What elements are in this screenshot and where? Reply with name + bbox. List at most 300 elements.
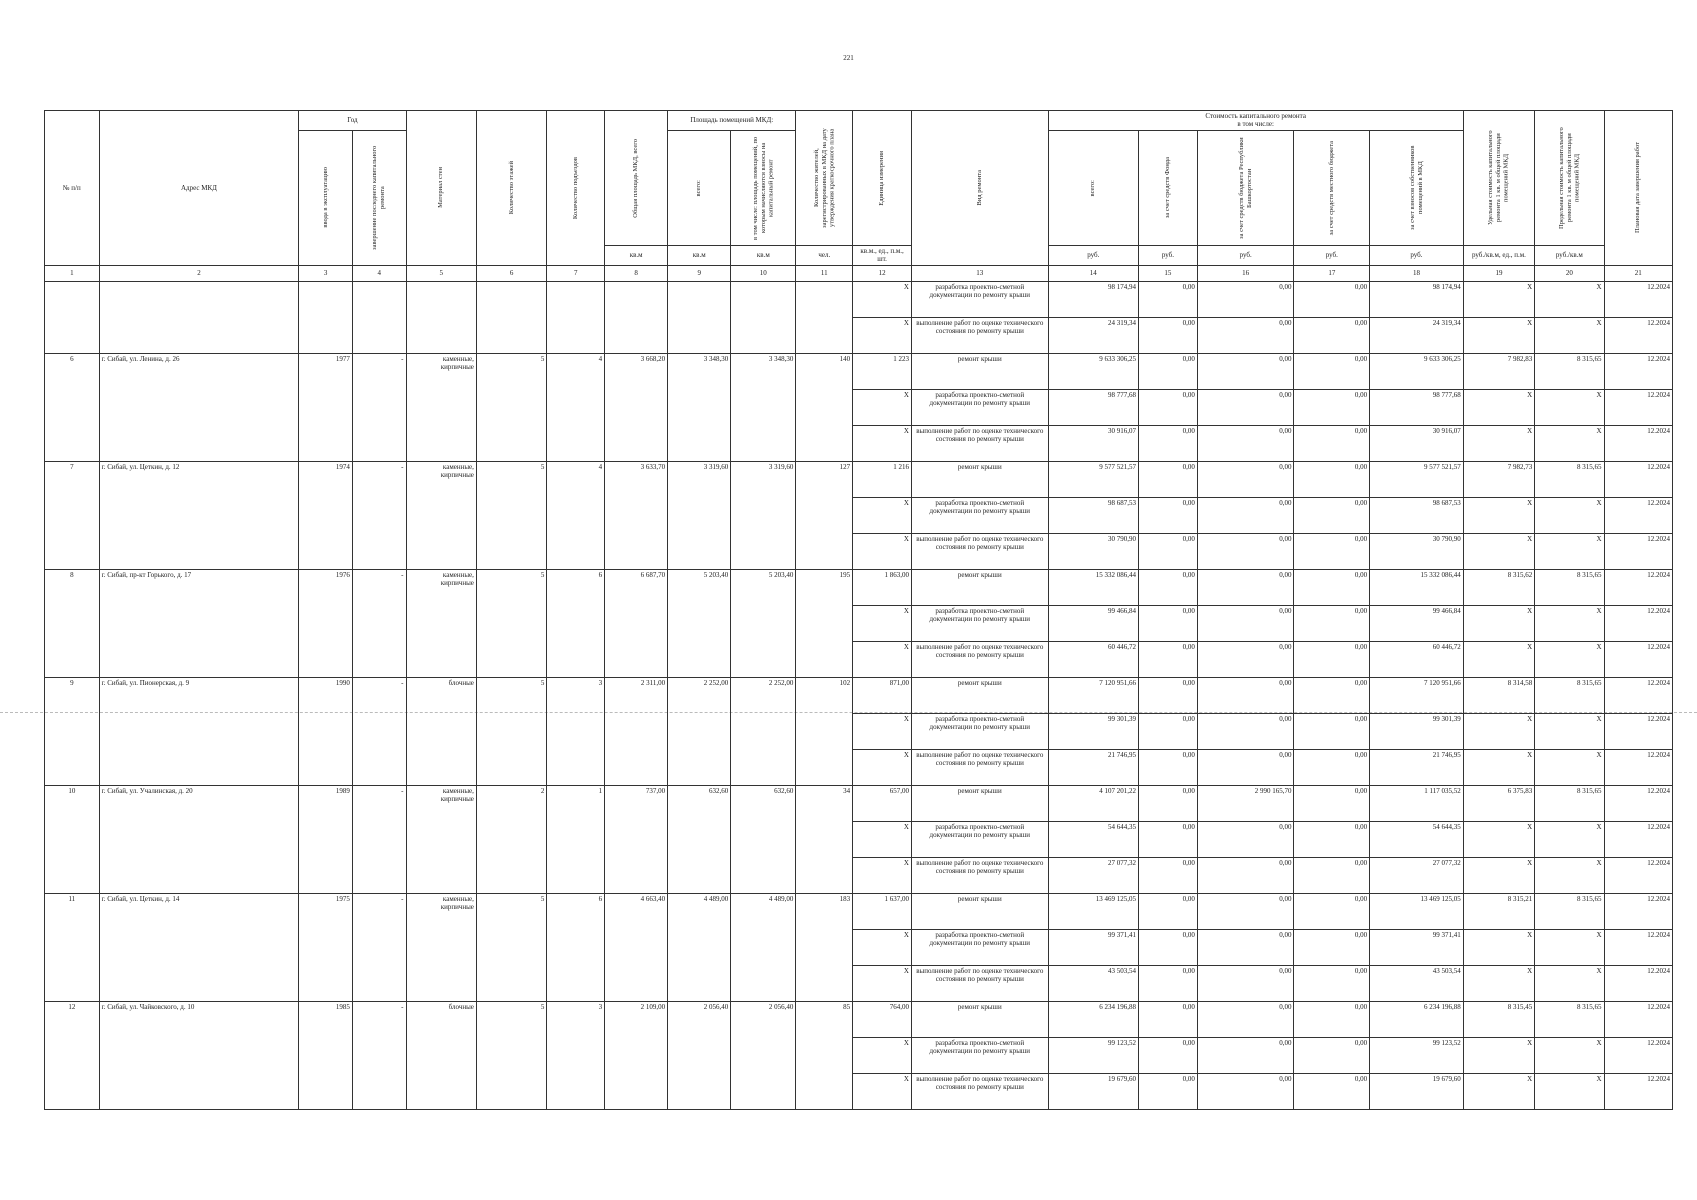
column-number: 11 — [796, 265, 853, 281]
cost-republic: 0,00 — [1197, 641, 1294, 677]
wall-material: каменные, кирпичные — [406, 785, 476, 893]
entrances: 4 — [547, 461, 605, 569]
cost-fund: 0,00 — [1138, 569, 1197, 605]
entrances: 4 — [547, 353, 605, 461]
plan-date: 12.2024 — [1604, 1001, 1672, 1037]
header-material: Материал стен — [406, 111, 476, 266]
premises-incl: 3 348,30 — [731, 353, 796, 461]
max-cost: X — [1535, 605, 1604, 641]
cost-fund: 0,00 — [1138, 1001, 1197, 1037]
max-cost: X — [1535, 281, 1604, 317]
premises-incl: 4 489,00 — [731, 893, 796, 1001]
repair-plan-table — [44, 110, 1673, 1110]
column-number: 17 — [1294, 265, 1370, 281]
cost-fund: 0,00 — [1138, 533, 1197, 569]
year-commission: 1974 — [299, 461, 353, 569]
cost-fund: 0,00 — [1138, 389, 1197, 425]
cost-owners: 30 790,90 — [1370, 533, 1464, 569]
column-number: 1 — [45, 265, 100, 281]
empty-cell — [352, 281, 406, 353]
unit-cost: 8 315,21 — [1463, 893, 1534, 929]
repair-type: ремонт крыши — [911, 353, 1048, 389]
year-commission: 1976 — [299, 569, 353, 677]
column-number: 15 — [1138, 265, 1197, 281]
header-cost-fund: за счет средств Фонда — [1138, 130, 1197, 245]
repair-type: выполнение работ по оценке технического состояния по ремонту крыши — [911, 317, 1048, 353]
cost-local: 0,00 — [1294, 461, 1370, 497]
unit-value: X — [853, 497, 912, 533]
year-commission: 1975 — [299, 893, 353, 1001]
cost-owners: 99 466,84 — [1370, 605, 1464, 641]
unit-sqm: кв.м — [605, 245, 668, 265]
address: г. Сибай, ул. Чайковского, д. 10 — [99, 1001, 299, 1109]
unit-people: чел. — [796, 245, 853, 265]
premises-total: 3 319,60 — [668, 461, 731, 569]
year-last-repair: - — [352, 353, 406, 461]
cost-total: 9 633 306,25 — [1048, 353, 1138, 389]
table-row — [45, 785, 1673, 821]
unit-value: 1 223 — [853, 353, 912, 389]
cost-local: 0,00 — [1294, 677, 1370, 713]
column-number: 16 — [1197, 265, 1294, 281]
plan-date: 12.2024 — [1604, 353, 1672, 389]
cost-fund: 0,00 — [1138, 893, 1197, 929]
total-area: 6 687,70 — [605, 569, 668, 677]
repair-type: выполнение работ по оценке технического состояния по ремонту крыши — [911, 1073, 1048, 1109]
cost-republic: 0,00 — [1197, 857, 1294, 893]
total-area: 3 633,70 — [605, 461, 668, 569]
max-cost: X — [1535, 317, 1604, 353]
header-including: в том числе: — [1237, 120, 1274, 129]
max-cost: X — [1535, 425, 1604, 461]
plan-date: 12.2024 — [1604, 749, 1672, 785]
cost-total: 99 371,41 — [1048, 929, 1138, 965]
cost-total: 9 577 521,57 — [1048, 461, 1138, 497]
column-number: 9 — [668, 265, 731, 281]
empty-cell — [45, 281, 100, 353]
year-commission: 1985 — [299, 1001, 353, 1109]
unit-sqm: кв.м — [731, 245, 796, 265]
unit-value: X — [853, 929, 912, 965]
table-row — [45, 569, 1673, 605]
cost-republic: 0,00 — [1197, 713, 1294, 749]
max-cost: 8 315,65 — [1535, 569, 1604, 605]
premises-total: 5 203,40 — [668, 569, 731, 677]
empty-cell — [731, 281, 796, 353]
unit-value: X — [853, 713, 912, 749]
total-area: 3 668,20 — [605, 353, 668, 461]
max-cost: X — [1535, 641, 1604, 677]
cost-total: 98 777,68 — [1048, 389, 1138, 425]
header-residents: Количество жителей, зарегистрированных в МКД на дату утверждения краткосрочного плана — [796, 111, 853, 246]
column-number: 19 — [1463, 265, 1534, 281]
unit-value: X — [853, 605, 912, 641]
unit-cost: 6 375,83 — [1463, 785, 1534, 821]
cost-total: 98 174,94 — [1048, 281, 1138, 317]
cost-fund: 0,00 — [1138, 641, 1197, 677]
cost-total: 7 120 951,66 — [1048, 677, 1138, 713]
plan-date: 12.2024 — [1604, 677, 1672, 713]
year-last-repair: - — [352, 1001, 406, 1109]
plan-date: 12.2024 — [1604, 713, 1672, 749]
cost-republic: 0,00 — [1197, 605, 1294, 641]
cost-total: 54 644,35 — [1048, 821, 1138, 857]
cost-owners: 43 503,54 — [1370, 965, 1464, 1001]
unit-cost: 8 314,58 — [1463, 677, 1534, 713]
unit-cost: X — [1463, 713, 1534, 749]
cost-total: 99 301,39 — [1048, 713, 1138, 749]
cost-republic: 0,00 — [1197, 893, 1294, 929]
cost-republic: 0,00 — [1197, 497, 1294, 533]
header-entrances: Количество подъездов — [547, 111, 605, 266]
plan-date: 12.2024 — [1604, 461, 1672, 497]
max-cost: 8 315,65 — [1535, 677, 1604, 713]
unit-value: 1 637,00 — [853, 893, 912, 929]
max-cost: X — [1535, 497, 1604, 533]
unit-cost: X — [1463, 533, 1534, 569]
unit-cost: X — [1463, 929, 1534, 965]
plan-date: 12.2024 — [1604, 1037, 1672, 1073]
cost-owners: 24 319,34 — [1370, 317, 1464, 353]
repair-type: ремонт крыши — [911, 677, 1048, 713]
cost-owners: 1 117 035,52 — [1370, 785, 1464, 821]
header-cost: Стоимость капитального ремонта в том числе: — [1048, 111, 1463, 131]
empty-cell — [476, 281, 546, 353]
repair-type: выполнение работ по оценке технического состояния по ремонту крыши — [911, 857, 1048, 893]
address: г. Сибай, пр-кт Горького, д. 17 — [99, 569, 299, 677]
cost-fund: 0,00 — [1138, 497, 1197, 533]
max-cost: X — [1535, 929, 1604, 965]
premises-incl: 5 203,40 — [731, 569, 796, 677]
premises-incl: 2 056,40 — [731, 1001, 796, 1109]
cost-total: 21 746,95 — [1048, 749, 1138, 785]
cost-owners: 9 577 521,57 — [1370, 461, 1464, 497]
cost-republic: 0,00 — [1197, 533, 1294, 569]
cost-owners: 6 234 196,88 — [1370, 1001, 1464, 1037]
cost-republic: 0,00 — [1197, 317, 1294, 353]
column-number: 10 — [731, 265, 796, 281]
plan-date: 12.2024 — [1604, 281, 1672, 317]
cost-total: 43 503,54 — [1048, 965, 1138, 1001]
premises-total: 2 252,00 — [668, 677, 731, 785]
cost-fund: 0,00 — [1138, 281, 1197, 317]
entrances: 1 — [547, 785, 605, 893]
cost-owners: 15 332 086,44 — [1370, 569, 1464, 605]
max-cost: X — [1535, 533, 1604, 569]
cost-republic: 0,00 — [1197, 677, 1294, 713]
plan-date: 12.2024 — [1604, 929, 1672, 965]
cost-local: 0,00 — [1294, 497, 1370, 533]
premises-incl: 3 319,60 — [731, 461, 796, 569]
cost-local: 0,00 — [1294, 1073, 1370, 1109]
repair-type: выполнение работ по оценке технического состояния по ремонту крыши — [911, 425, 1048, 461]
cost-fund: 0,00 — [1138, 857, 1197, 893]
header-num: № п/п — [45, 111, 100, 266]
unit-value: X — [853, 1037, 912, 1073]
cost-total: 99 123,52 — [1048, 1037, 1138, 1073]
cost-owners: 7 120 951,66 — [1370, 677, 1464, 713]
repair-type: разработка проектно-сметной документации по ремонту крыши — [911, 281, 1048, 317]
premises-total: 2 056,40 — [668, 1001, 731, 1109]
header-unit: Единица измерения — [853, 111, 912, 246]
cost-total: 19 679,60 — [1048, 1073, 1138, 1109]
empty-cell — [668, 281, 731, 353]
plan-date: 12.2024 — [1604, 497, 1672, 533]
residents: 127 — [796, 461, 853, 569]
wall-material: каменные, кирпичные — [406, 569, 476, 677]
header-cost-local: за счет средств местного бюджета — [1294, 130, 1370, 245]
cost-fund: 0,00 — [1138, 461, 1197, 497]
cost-total: 60 446,72 — [1048, 641, 1138, 677]
floors: 5 — [476, 461, 546, 569]
cost-local: 0,00 — [1294, 965, 1370, 1001]
cost-republic: 0,00 — [1197, 965, 1294, 1001]
cost-local: 0,00 — [1294, 893, 1370, 929]
empty-cell — [547, 281, 605, 353]
cost-local: 0,00 — [1294, 569, 1370, 605]
cost-republic: 0,00 — [1197, 461, 1294, 497]
plan-date: 12.2024 — [1604, 389, 1672, 425]
cost-owners: 27 077,32 — [1370, 857, 1464, 893]
unit-cost: X — [1463, 317, 1534, 353]
year-last-repair: - — [352, 461, 406, 569]
repair-type: ремонт крыши — [911, 893, 1048, 929]
year-commission: 1989 — [299, 785, 353, 893]
empty-cell — [99, 281, 299, 353]
premises-total: 3 348,30 — [668, 353, 731, 461]
row-number: 11 — [45, 893, 100, 1001]
cost-local: 0,00 — [1294, 533, 1370, 569]
cost-local: 0,00 — [1294, 281, 1370, 317]
repair-type: ремонт крыши — [911, 785, 1048, 821]
cost-republic: 0,00 — [1197, 425, 1294, 461]
premises-incl: 2 252,00 — [731, 677, 796, 785]
cost-fund: 0,00 — [1138, 1073, 1197, 1109]
unit-cost: X — [1463, 1037, 1534, 1073]
repair-type: разработка проектно-сметной документации по ремонту крыши — [911, 929, 1048, 965]
cost-total: 6 234 196,88 — [1048, 1001, 1138, 1037]
column-number: 18 — [1370, 265, 1464, 281]
cost-owners: 60 446,72 — [1370, 641, 1464, 677]
cost-republic: 0,00 — [1197, 929, 1294, 965]
floors: 5 — [476, 677, 546, 785]
unit-rub: руб. — [1048, 245, 1138, 265]
column-number: 12 — [853, 265, 912, 281]
unit-cost: X — [1463, 965, 1534, 1001]
unit-value: 764,00 — [853, 1001, 912, 1037]
repair-type: разработка проектно-сметной документации по ремонту крыши — [911, 1037, 1048, 1073]
empty-cell — [406, 281, 476, 353]
plan-date: 12.2024 — [1604, 1073, 1672, 1109]
cost-republic: 0,00 — [1197, 1037, 1294, 1073]
repair-type: ремонт крыши — [911, 1001, 1048, 1037]
address: г. Сибай, ул. Ленина, д. 26 — [99, 353, 299, 461]
plan-date: 12.2024 — [1604, 425, 1672, 461]
cost-owners: 99 301,39 — [1370, 713, 1464, 749]
header-cost-owners: за счет взносов собственников помещений в МКД — [1370, 130, 1464, 245]
unit-cost: 8 315,62 — [1463, 569, 1534, 605]
cost-fund: 0,00 — [1138, 317, 1197, 353]
cost-fund: 0,00 — [1138, 677, 1197, 713]
header-year-commission: ввода в эксплуатацию — [299, 130, 353, 265]
cost-local: 0,00 — [1294, 713, 1370, 749]
plan-date: 12.2024 — [1604, 893, 1672, 929]
plan-date: 12.2024 — [1604, 569, 1672, 605]
column-number: 20 — [1535, 265, 1604, 281]
unit-cost: 8 315,45 — [1463, 1001, 1534, 1037]
header-cost-total: всего: — [1048, 130, 1138, 245]
cost-fund: 0,00 — [1138, 749, 1197, 785]
total-area: 2 311,00 — [605, 677, 668, 785]
residents: 85 — [796, 1001, 853, 1109]
max-cost: 8 315,65 — [1535, 785, 1604, 821]
residents: 34 — [796, 785, 853, 893]
wall-material: блочные — [406, 677, 476, 785]
unit-value: X — [853, 641, 912, 677]
cost-fund: 0,00 — [1138, 929, 1197, 965]
header-year-last-repair: завершение последнего капитального ремонта — [352, 130, 406, 265]
total-area: 2 109,00 — [605, 1001, 668, 1109]
row-number: 12 — [45, 1001, 100, 1109]
header-total-area: Общая площадь МКД, всего — [605, 111, 668, 246]
unit-cost: X — [1463, 641, 1534, 677]
cost-local: 0,00 — [1294, 749, 1370, 785]
table-row — [45, 677, 1673, 713]
header-floors: Количество этажей — [476, 111, 546, 266]
header-plan-date: Плановая дата завершения работ — [1604, 111, 1672, 266]
unit-value: 1 863,00 — [853, 569, 912, 605]
cost-republic: 0,00 — [1197, 353, 1294, 389]
unit-value: 1 216 — [853, 461, 912, 497]
header-cost-republic: за счет средств бюджета Республики Башкортостан — [1197, 130, 1294, 245]
cost-local: 0,00 — [1294, 317, 1370, 353]
residents: 183 — [796, 893, 853, 1001]
address: г. Сибай, ул. Цеткин, д. 14 — [99, 893, 299, 1001]
cost-local: 0,00 — [1294, 353, 1370, 389]
floors: 5 — [476, 893, 546, 1001]
repair-type: ремонт крыши — [911, 569, 1048, 605]
cost-local: 0,00 — [1294, 425, 1370, 461]
unit-value: 871,00 — [853, 677, 912, 713]
cost-fund: 0,00 — [1138, 785, 1197, 821]
cost-local: 0,00 — [1294, 929, 1370, 965]
column-number: 3 — [299, 265, 353, 281]
cost-republic: 0,00 — [1197, 821, 1294, 857]
cost-local: 0,00 — [1294, 857, 1370, 893]
header-premises-incl: в том числе: площадь помещений, по которым начисляются взносы на капитальный ремонт — [731, 130, 796, 245]
cost-total: 30 916,07 — [1048, 425, 1138, 461]
table-row — [45, 461, 1673, 497]
wall-material: каменные, кирпичные — [406, 353, 476, 461]
unit-cost: X — [1463, 821, 1534, 857]
unit-mixed: кв.м., ед., п.м., шт. — [853, 245, 912, 265]
cost-owners: 98 777,68 — [1370, 389, 1464, 425]
floors: 2 — [476, 785, 546, 893]
cost-total: 99 466,84 — [1048, 605, 1138, 641]
wall-material: каменные, кирпичные — [406, 461, 476, 569]
wall-material: блочные — [406, 1001, 476, 1109]
premises-total: 632,60 — [668, 785, 731, 893]
cost-total: 24 319,34 — [1048, 317, 1138, 353]
cost-total: 15 332 086,44 — [1048, 569, 1138, 605]
column-number: 2 — [99, 265, 299, 281]
repair-type: разработка проектно-сметной документации по ремонту крыши — [911, 713, 1048, 749]
plan-date: 12.2024 — [1604, 965, 1672, 1001]
table-row — [45, 281, 1673, 317]
header-unit-cost: Удельная стоимость капитального ремонта 1 кв. м общей площади помещений МКД — [1463, 111, 1534, 246]
cost-fund: 0,00 — [1138, 965, 1197, 1001]
cost-republic: 0,00 — [1197, 281, 1294, 317]
cost-total: 98 687,53 — [1048, 497, 1138, 533]
header-repair-type: Вид ремонта — [911, 111, 1048, 266]
unit-value: X — [853, 425, 912, 461]
floors: 5 — [476, 353, 546, 461]
max-cost: X — [1535, 713, 1604, 749]
entrances: 3 — [547, 1001, 605, 1109]
max-cost: X — [1535, 1037, 1604, 1073]
unit-value: X — [853, 965, 912, 1001]
unit-cost: 7 982,83 — [1463, 353, 1534, 389]
cost-fund: 0,00 — [1138, 605, 1197, 641]
cost-local: 0,00 — [1294, 389, 1370, 425]
year-last-repair: - — [352, 677, 406, 785]
unit-rub-sqm: руб./кв.м — [1535, 245, 1604, 265]
max-cost: X — [1535, 965, 1604, 1001]
max-cost: X — [1535, 857, 1604, 893]
cost-owners: 9 633 306,25 — [1370, 353, 1464, 389]
cost-fund: 0,00 — [1138, 713, 1197, 749]
entrances: 6 — [547, 893, 605, 1001]
residents: 140 — [796, 353, 853, 461]
empty-cell — [796, 281, 853, 353]
unit-rub: руб. — [1294, 245, 1370, 265]
repair-type: разработка проектно-сметной документации по ремонту крыши — [911, 497, 1048, 533]
max-cost: 8 315,65 — [1535, 353, 1604, 389]
cost-fund: 0,00 — [1138, 353, 1197, 389]
address: г. Сибай, ул. Цеткин, д. 12 — [99, 461, 299, 569]
floors: 5 — [476, 569, 546, 677]
cost-local: 0,00 — [1294, 1037, 1370, 1073]
unit-value: X — [853, 857, 912, 893]
cost-republic: 2 990 165,70 — [1197, 785, 1294, 821]
cost-fund: 0,00 — [1138, 821, 1197, 857]
entrances: 3 — [547, 677, 605, 785]
column-number: 6 — [476, 265, 546, 281]
year-last-repair: - — [352, 785, 406, 893]
max-cost: X — [1535, 821, 1604, 857]
entrances: 6 — [547, 569, 605, 677]
unit-cost: X — [1463, 1073, 1534, 1109]
cost-local: 0,00 — [1294, 605, 1370, 641]
cost-owners: 98 687,53 — [1370, 497, 1464, 533]
row-number: 10 — [45, 785, 100, 893]
unit-rub: руб. — [1138, 245, 1197, 265]
max-cost: X — [1535, 749, 1604, 785]
plan-date: 12.2024 — [1604, 605, 1672, 641]
unit-value: X — [853, 317, 912, 353]
cost-owners: 30 916,07 — [1370, 425, 1464, 461]
cost-owners: 54 644,35 — [1370, 821, 1464, 857]
unit-cost: 7 982,73 — [1463, 461, 1534, 497]
unit-value: 657,00 — [853, 785, 912, 821]
cost-owners: 21 746,95 — [1370, 749, 1464, 785]
max-cost: 8 315,65 — [1535, 893, 1604, 929]
year-commission: 1977 — [299, 353, 353, 461]
cost-owners: 13 469 125,05 — [1370, 893, 1464, 929]
repair-type: разработка проектно-сметной документации по ремонту крыши — [911, 605, 1048, 641]
repair-type: выполнение работ по оценке технического состояния по ремонту крыши — [911, 965, 1048, 1001]
repair-type: разработка проектно-сметной документации по ремонту крыши — [911, 821, 1048, 857]
